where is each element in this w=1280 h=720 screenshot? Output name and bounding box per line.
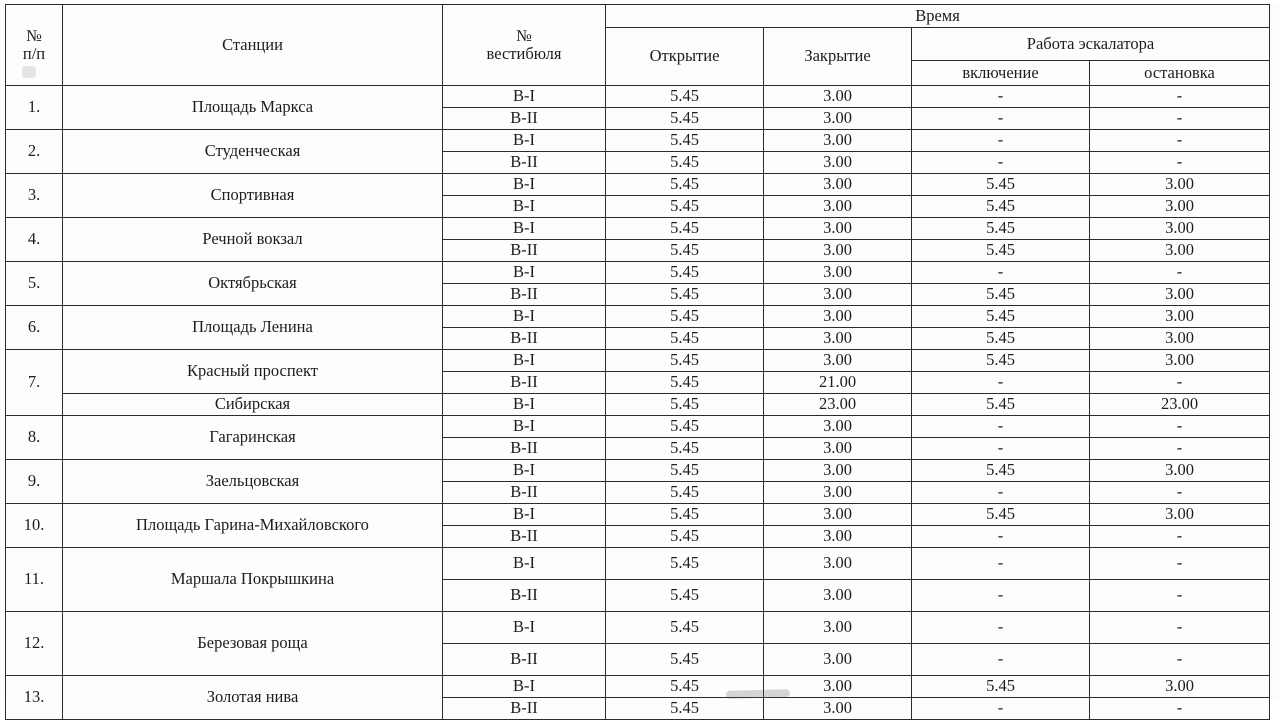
header-escalator: Работа эскалатора <box>912 28 1270 61</box>
header-escalator-off: остановка <box>1090 61 1270 86</box>
escalator-on-time: - <box>912 86 1090 108</box>
escalator-off-time: - <box>1090 482 1270 504</box>
row-index: 13. <box>6 676 63 720</box>
escalator-on-time: - <box>912 548 1090 580</box>
closing-time: 3.00 <box>764 86 912 108</box>
vestibule-label: В-I <box>443 218 606 240</box>
vestibule-label: В-I <box>443 350 606 372</box>
closing-time: 3.00 <box>764 130 912 152</box>
escalator-off-time: - <box>1090 262 1270 284</box>
opening-time: 5.45 <box>606 262 764 284</box>
escalator-on-time: - <box>912 416 1090 438</box>
escalator-on-time: 5.45 <box>912 328 1090 350</box>
vestibule-label: В-I <box>443 504 606 526</box>
escalator-on-time: - <box>912 482 1090 504</box>
escalator-off-time: 3.00 <box>1090 504 1270 526</box>
escalator-on-time: 5.45 <box>912 284 1090 306</box>
opening-time: 5.45 <box>606 218 764 240</box>
closing-time: 3.00 <box>764 612 912 644</box>
vestibule-label: В-II <box>443 240 606 262</box>
header-row-top <box>6 5 1270 28</box>
escalator-on-time: 5.45 <box>912 218 1090 240</box>
header-number <box>6 5 63 86</box>
escalator-off-time: 23.00 <box>1090 394 1270 416</box>
header-vestibule-line2: вестибюля <box>486 44 562 63</box>
vestibule-label: В-II <box>443 284 606 306</box>
opening-time: 5.45 <box>606 240 764 262</box>
escalator-on-time: - <box>912 698 1090 720</box>
closing-time: 3.00 <box>764 676 912 698</box>
row-index: 12. <box>6 612 63 676</box>
closing-time: 3.00 <box>764 644 912 676</box>
closing-time: 3.00 <box>764 548 912 580</box>
table-row <box>6 350 1270 372</box>
closing-time: 23.00 <box>764 394 912 416</box>
opening-time: 5.45 <box>606 196 764 218</box>
opening-time: 5.45 <box>606 372 764 394</box>
vestibule-label: В-II <box>443 482 606 504</box>
row-index: 7. <box>6 350 63 416</box>
header-vestibule-line1: № <box>516 25 532 45</box>
escalator-off-time: - <box>1090 152 1270 174</box>
opening-time: 5.45 <box>606 644 764 676</box>
table-row <box>6 548 1270 580</box>
escalator-off-time: 3.00 <box>1090 328 1270 350</box>
closing-time: 3.00 <box>764 328 912 350</box>
escalator-on-time: 5.45 <box>912 676 1090 698</box>
escalator-off-time: - <box>1090 438 1270 460</box>
closing-time: 3.00 <box>764 438 912 460</box>
closing-time: 3.00 <box>764 262 912 284</box>
opening-time: 5.45 <box>606 306 764 328</box>
opening-time: 5.45 <box>606 416 764 438</box>
table-row <box>6 218 1270 240</box>
escalator-off-time: - <box>1090 548 1270 580</box>
opening-time: 5.45 <box>606 130 764 152</box>
escalator-off-time: - <box>1090 108 1270 130</box>
row-index: 6. <box>6 306 63 350</box>
vestibule-label: В-I <box>443 416 606 438</box>
closing-time: 3.00 <box>764 306 912 328</box>
closing-time: 3.00 <box>764 218 912 240</box>
opening-time: 5.45 <box>606 676 764 698</box>
escalator-on-time: - <box>912 438 1090 460</box>
vestibule-label: В-I <box>443 548 606 580</box>
escalator-off-time: - <box>1090 612 1270 644</box>
escalator-on-time: 5.45 <box>912 174 1090 196</box>
opening-time: 5.45 <box>606 580 764 612</box>
vestibule-label: В-I <box>443 262 606 284</box>
closing-time: 3.00 <box>764 526 912 548</box>
opening-time: 5.45 <box>606 612 764 644</box>
escalator-on-time: 5.45 <box>912 196 1090 218</box>
station-schedule-table <box>5 4 1270 720</box>
row-index: 3. <box>6 174 63 218</box>
closing-time: 3.00 <box>764 416 912 438</box>
escalator-on-time: 5.45 <box>912 306 1090 328</box>
vestibule-label: В-II <box>443 580 606 612</box>
opening-time: 5.45 <box>606 152 764 174</box>
table-row <box>6 394 1270 416</box>
vestibule-label: В-II <box>443 438 606 460</box>
closing-time: 3.00 <box>764 284 912 306</box>
closing-time: 3.00 <box>764 152 912 174</box>
row-index: 5. <box>6 262 63 306</box>
row-index: 11. <box>6 548 63 612</box>
vestibule-label: В-II <box>443 644 606 676</box>
row-index: 9. <box>6 460 63 504</box>
escalator-off-time: 3.00 <box>1090 460 1270 482</box>
escalator-off-time: 3.00 <box>1090 350 1270 372</box>
vestibule-label: В-I <box>443 612 606 644</box>
station-name: Золотая нива <box>63 676 443 720</box>
closing-time: 3.00 <box>764 504 912 526</box>
escalator-off-time: - <box>1090 580 1270 612</box>
escalator-on-time: - <box>912 644 1090 676</box>
header-number-line2: п/п <box>22 44 46 63</box>
row-index: 2. <box>6 130 63 174</box>
station-name: Заельцовская <box>63 460 443 504</box>
table-row <box>6 676 1270 698</box>
table-row <box>6 262 1270 284</box>
row-index: 10. <box>6 504 63 548</box>
escalator-off-time: - <box>1090 372 1270 394</box>
station-name: Студенческая <box>63 130 443 174</box>
escalator-off-time: - <box>1090 130 1270 152</box>
escalator-off-time: 3.00 <box>1090 174 1270 196</box>
vestibule-label: В-I <box>443 394 606 416</box>
vestibule-label: В-I <box>443 174 606 196</box>
header-number-line1: № <box>26 25 42 45</box>
table-row <box>6 504 1270 526</box>
vestibule-label: В-II <box>443 372 606 394</box>
closing-time: 3.00 <box>764 108 912 130</box>
opening-time: 5.45 <box>606 504 764 526</box>
row-index: 8. <box>6 416 63 460</box>
table-row <box>6 460 1270 482</box>
station-name: Гагаринская <box>63 416 443 460</box>
opening-time: 5.45 <box>606 328 764 350</box>
escalator-on-time: - <box>912 580 1090 612</box>
opening-time: 5.45 <box>606 698 764 720</box>
table-body <box>6 86 1270 720</box>
escalator-on-time: - <box>912 612 1090 644</box>
opening-time: 5.45 <box>606 460 764 482</box>
row-index: 1. <box>6 86 63 130</box>
opening-time: 5.45 <box>606 482 764 504</box>
header-escalator-on: включение <box>912 61 1090 86</box>
closing-time: 3.00 <box>764 350 912 372</box>
station-name: Площадь Маркса <box>63 86 443 130</box>
escalator-off-time: - <box>1090 644 1270 676</box>
closing-time: 3.00 <box>764 698 912 720</box>
station-name: Речной вокзал <box>63 218 443 262</box>
document-page <box>0 4 1280 718</box>
opening-time: 5.45 <box>606 548 764 580</box>
opening-time: 5.45 <box>606 394 764 416</box>
vestibule-label: В-II <box>443 328 606 350</box>
opening-time: 5.45 <box>606 86 764 108</box>
escalator-on-time: - <box>912 372 1090 394</box>
escalator-off-time: 3.00 <box>1090 306 1270 328</box>
station-name-secondary: Сибирская <box>63 394 443 416</box>
vestibule-label: В-II <box>443 152 606 174</box>
escalator-on-time: 5.45 <box>912 460 1090 482</box>
vestibule-label: В-I <box>443 676 606 698</box>
closing-time: 3.00 <box>764 460 912 482</box>
escalator-off-time: - <box>1090 86 1270 108</box>
vestibule-label: В-I <box>443 306 606 328</box>
vestibule-label: В-II <box>443 698 606 720</box>
opening-time: 5.45 <box>606 526 764 548</box>
opening-time: 5.45 <box>606 350 764 372</box>
vestibule-label: В-II <box>443 108 606 130</box>
escalator-on-time: 5.45 <box>912 350 1090 372</box>
table-row <box>6 86 1270 108</box>
table-row <box>6 416 1270 438</box>
closing-time: 3.00 <box>764 482 912 504</box>
header-stations: Станции <box>63 5 443 86</box>
closing-time: 3.00 <box>764 174 912 196</box>
escalator-off-time: - <box>1090 526 1270 548</box>
station-name: Октябрьская <box>63 262 443 306</box>
station-name: Красный проспект <box>63 350 443 394</box>
escalator-off-time: 3.00 <box>1090 240 1270 262</box>
escalator-off-time: 3.00 <box>1090 218 1270 240</box>
escalator-on-time: - <box>912 152 1090 174</box>
header-time: Время <box>606 5 1270 28</box>
header-vestibule <box>443 5 606 86</box>
closing-time: 3.00 <box>764 240 912 262</box>
escalator-on-time: 5.45 <box>912 240 1090 262</box>
vestibule-label: В-I <box>443 196 606 218</box>
opening-time: 5.45 <box>606 438 764 460</box>
escalator-on-time: - <box>912 108 1090 130</box>
station-name: Площадь Ленина <box>63 306 443 350</box>
table-row <box>6 612 1270 644</box>
vestibule-label: В-I <box>443 130 606 152</box>
escalator-off-time: 3.00 <box>1090 284 1270 306</box>
escalator-on-time: - <box>912 262 1090 284</box>
table-row <box>6 130 1270 152</box>
closing-time: 21.00 <box>764 372 912 394</box>
header-closing: Закрытие <box>764 28 912 86</box>
table-row <box>6 306 1270 328</box>
opening-time: 5.45 <box>606 108 764 130</box>
row-index: 4. <box>6 218 63 262</box>
escalator-on-time: 5.45 <box>912 394 1090 416</box>
station-name: Березовая роща <box>63 612 443 676</box>
table-row <box>6 174 1270 196</box>
closing-time: 3.00 <box>764 580 912 612</box>
opening-time: 5.45 <box>606 174 764 196</box>
station-name: Спортивная <box>63 174 443 218</box>
escalator-on-time: - <box>912 526 1090 548</box>
header-opening: Открытие <box>606 28 764 86</box>
table-header <box>6 5 1270 86</box>
station-name: Площадь Гарина-Михайловского <box>63 504 443 548</box>
escalator-on-time: 5.45 <box>912 504 1090 526</box>
escalator-off-time: - <box>1090 416 1270 438</box>
closing-time: 3.00 <box>764 196 912 218</box>
escalator-off-time: - <box>1090 698 1270 720</box>
opening-time: 5.45 <box>606 284 764 306</box>
vestibule-label: В-I <box>443 86 606 108</box>
vestibule-label: В-I <box>443 460 606 482</box>
station-name: Маршала Покрышкина <box>63 548 443 612</box>
escalator-on-time: - <box>912 130 1090 152</box>
vestibule-label: В-II <box>443 526 606 548</box>
escalator-off-time: 3.00 <box>1090 676 1270 698</box>
escalator-off-time: 3.00 <box>1090 196 1270 218</box>
